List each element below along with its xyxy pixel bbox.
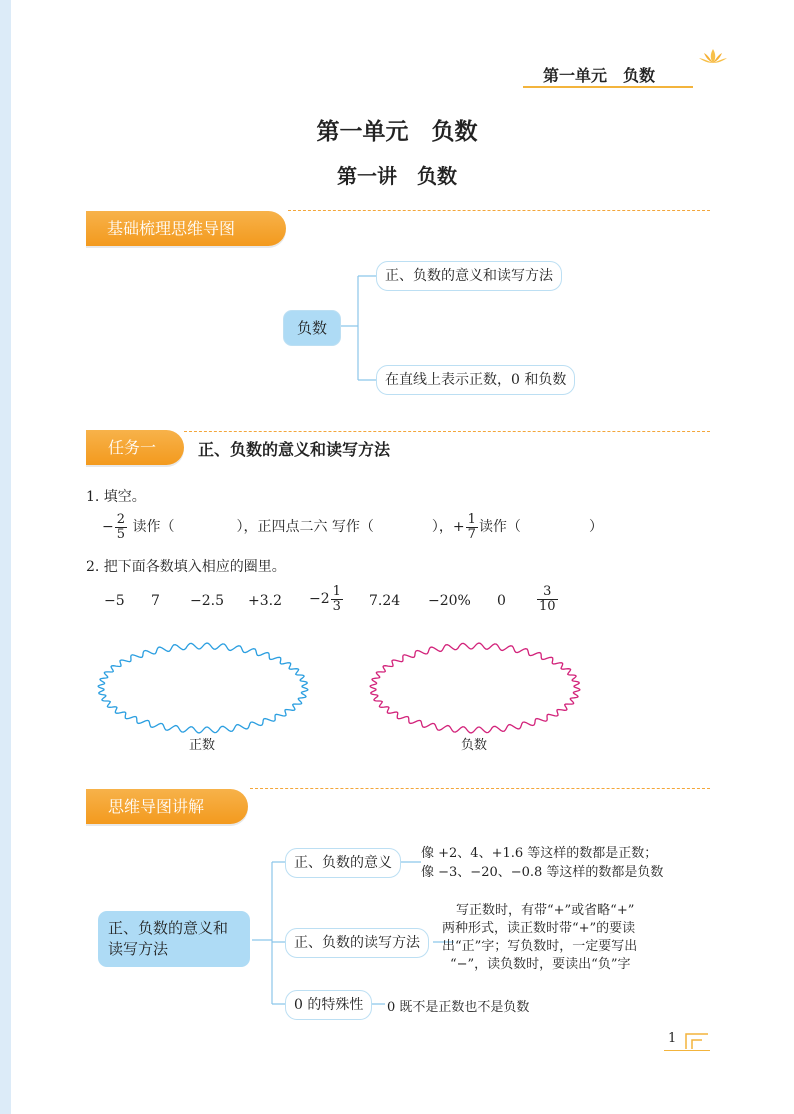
- number-item: −2.5: [190, 593, 224, 609]
- note-meaning: 像 +2、4、+1.6 等这样的数都是正数； 像 −3、−20、−0.8 等这样的数都是负数: [421, 846, 664, 880]
- running-header: 第一单元 负数: [543, 66, 656, 85]
- note-zero: 0 既不是正数也不是负数: [387, 1000, 530, 1015]
- task-title: 正、负数的意义和读写方法: [198, 440, 391, 459]
- fraction-1-7: $\frac{1}{7}$: [467, 512, 476, 542]
- question-2-label: 2. 把下面各数填入相应的圈里。: [86, 559, 286, 575]
- section-divider: [250, 788, 710, 789]
- section-banner-mindmap: 基础梳理思维导图: [86, 211, 286, 246]
- number-item: 0: [497, 593, 506, 609]
- question-1-label: 1. 填空。: [86, 489, 146, 505]
- task-tag: 任务一: [86, 430, 184, 465]
- positive-circle[interactable]: [96, 640, 310, 736]
- branch-meaning: 正、负数的意义: [285, 848, 401, 878]
- branch-read-write: 正、负数的读写方法: [285, 928, 429, 958]
- mindmap-branch-meaning: 正、负数的意义和读写方法: [376, 261, 562, 291]
- unit-title: 第一单元 负数: [316, 119, 478, 145]
- negative-circle[interactable]: [368, 640, 582, 736]
- page-number: 1: [668, 1031, 677, 1046]
- task-divider: [184, 431, 710, 432]
- question-1-line: − $\frac{2}{5}$ 读作（ ），正四点二六 写作（ ），+ $\frac{1}{7}$ 读作（ ）: [102, 512, 603, 542]
- mindmap-root-node: 正、负数的意义和读写方法: [98, 911, 250, 967]
- mindmap-branch-number-line: 在直线上表示正数，0 和负数: [376, 365, 575, 395]
- fraction-3-10: $\frac{3}{10}$: [539, 584, 556, 614]
- mixed-number: −2 $\frac{1}{3}$: [309, 584, 341, 614]
- note-read-write: 写正数时，有带“+”或省略“+” 两种形式，读正数时带“+”的要读 出“正”字；写负数时，一定要写出 “−”，读负数时，要读出“负”字: [442, 903, 638, 972]
- branch-zero: 0 的特殊性: [285, 990, 372, 1020]
- page-number-rule: [664, 1050, 710, 1051]
- number-item: +3.2: [248, 593, 282, 609]
- page-corner-icon: [684, 1032, 710, 1050]
- lesson-title: 第一讲 负数: [337, 164, 457, 188]
- number-item: −5: [104, 593, 125, 609]
- number-item: 7.24: [369, 593, 401, 609]
- read-as-label: 读作（: [132, 519, 175, 536]
- section-banner-explain: 思维导图讲解: [86, 789, 248, 824]
- mindmap-center-node: 负数: [283, 310, 341, 346]
- negative-circle-label: 负数: [461, 738, 488, 753]
- number-item: −20%: [428, 593, 471, 609]
- positive-circle-label: 正数: [189, 738, 216, 753]
- fraction-2-5: $\frac{2}{5}$: [116, 512, 126, 542]
- number-item: 7: [151, 593, 160, 609]
